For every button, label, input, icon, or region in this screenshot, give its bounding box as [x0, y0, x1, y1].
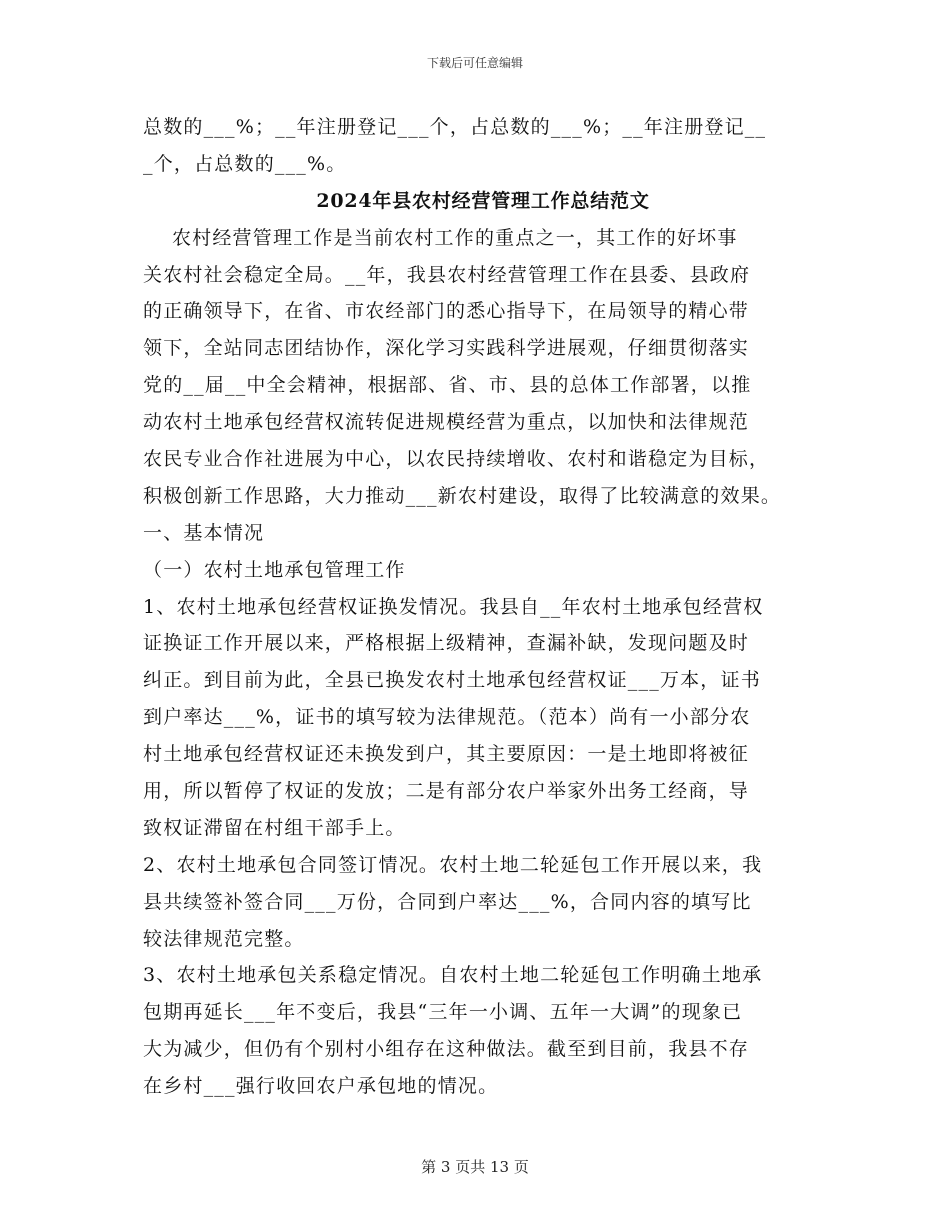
text-line: 1、农村土地承包经营权证换发情况。我县自__年农村土地承包经营权: [143, 595, 764, 618]
text-line: 包期再延长___年不变后，我县“三年一小调、五年一大调”的现象已: [143, 1001, 743, 1024]
text-line: 总数的___%；__年注册登记___个，占总数的___%；__年注册登记__: [143, 116, 767, 138]
text-line: 积极创新工作思路，大力推动___新农村建设，取得了比较满意的效果。: [143, 484, 782, 507]
text-line: 党的__届__中全会精神，根据部、省、市、县的总体工作部署，以推: [143, 374, 752, 397]
text-line: 村土地承包经营权证还未换发到户，其主要原因：一是土地即将被征: [143, 743, 750, 766]
page-number-footer: 第 3 页共 13 页: [421, 1158, 529, 1176]
subsection-heading: （一）农村土地承包管理工作: [143, 558, 406, 581]
text-line: _个，占总数的___%。: [143, 152, 347, 175]
text-line: 用，所以暂停了权证的发放；二是有部分农户举家外出务工经商，导: [143, 780, 750, 803]
document-title: 2024年县农村经营管理工作总结范文: [316, 189, 650, 212]
text-line: 在乡村___强行收回农户承包地的情况。: [143, 1075, 499, 1098]
header-note: 下载后可任意编辑: [426, 56, 523, 70]
text-line: 动农村土地承包经营权流转促进规模经营为重点，以加快和法律规范: [143, 411, 750, 434]
text-line: 关农村社会稳定全局。__年，我县农村经营管理工作在县委、县政府: [143, 263, 751, 286]
text-line: 的正确领导下，在省、市农经部门的悉心指导下，在局领导的精心带: [143, 300, 750, 323]
text-line: 证换证工作开展以来，严格根据上级精神，查漏补缺，发现问题及时: [143, 632, 750, 655]
text-line: 县共续签补签合同___万份，合同到户率达___%，合同内容的填写比: [143, 890, 752, 913]
text-line: 农村经营管理工作是当前农村工作的重点之一，其工作的好坏事: [143, 226, 738, 249]
document-body: [143, 109, 823, 1105]
text-line: 2、农村土地承包合同签订情况。农村土地二轮延包工作开展以来，我: [143, 853, 763, 876]
text-line: 农民专业合作社进展为中心，以农民持续增收、农村和谐稳定为目标，: [143, 448, 770, 471]
text-line: 纠正。到目前为此，全县已换发农村土地承包经营权证___万本，证书: [143, 669, 761, 692]
section-heading: 一、基本情况: [143, 521, 265, 544]
text-line: 较法律规范完整。: [143, 927, 305, 950]
text-line: 致权证滞留在村组干部手上。: [143, 816, 406, 839]
text-line: 3、农村土地承包关系稳定情况。自农村土地二轮延包工作明确土地承: [143, 964, 763, 987]
text-line: 到户率达___%，证书的填写较为法律规范。（范本）尚有一小部分农: [143, 706, 751, 729]
text-line: 大为减少，但仍有个别村小组存在这种做法。截至到目前，我县不存: [143, 1038, 750, 1061]
text-line: 领下，全站同志团结协作，深化学习实践科学进展观，仔细贯彻落实: [143, 337, 750, 360]
